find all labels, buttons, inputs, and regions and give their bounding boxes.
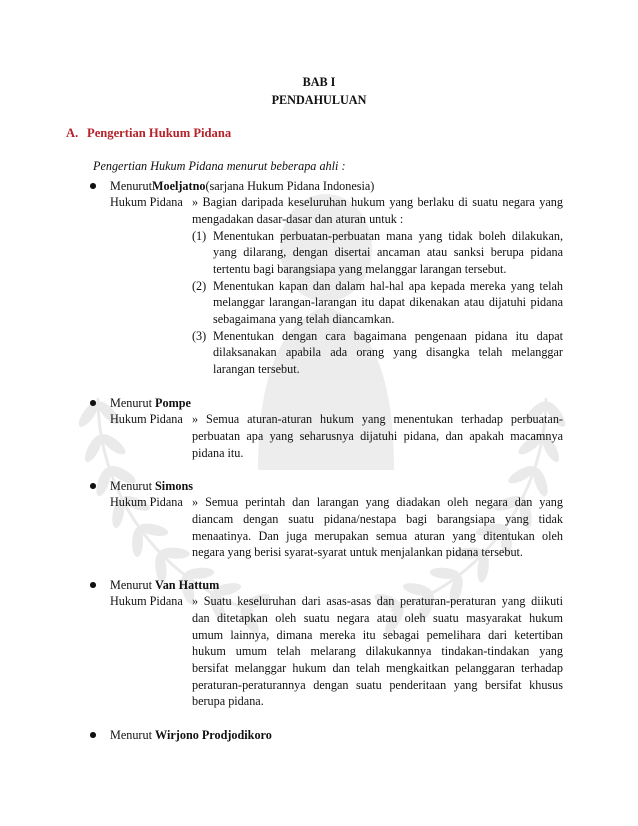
item-number: (2) bbox=[192, 278, 207, 293]
bullet-icon bbox=[90, 400, 96, 406]
item-line: sebagaimana yang telah diancamkan. bbox=[213, 312, 395, 327]
definition-text bbox=[192, 494, 563, 561]
definition-line: pidana itu. bbox=[192, 445, 244, 460]
definition-block bbox=[0, 411, 638, 461]
definition-block bbox=[0, 194, 638, 227]
chapter-number: BAB I bbox=[302, 75, 336, 89]
item-line: larangan tersebut. bbox=[213, 362, 300, 377]
item-line: Menentukan perbuatan-perbuatan mana yang tidak boleh dilakukan, bbox=[213, 228, 563, 243]
term-label: Hukum Pidana bbox=[110, 594, 183, 609]
expert-name: Van Hattum bbox=[155, 577, 220, 592]
expert-heading-line bbox=[0, 178, 638, 195]
term-label: Hukum Pidana bbox=[110, 495, 183, 510]
item-line: Menentukan kapan dan dalam hal-hal apa kepada mereka yang telah bbox=[213, 278, 563, 293]
definition-line: negara yang berisi syarat-syarat untuk menjalankan pidana tersebut. bbox=[192, 545, 523, 560]
expert-heading-line bbox=[0, 395, 638, 412]
expert-prefix: Menurut bbox=[110, 178, 152, 193]
numbered-item bbox=[0, 328, 638, 378]
bullet-icon bbox=[90, 582, 96, 588]
definition-line: » Bagian daripada keseluruhan hukum yang berlaku di suatu negara yang bbox=[192, 195, 563, 210]
definition-line: umum lainnya, dimana mereka itu sebagai pemelihara dari ketertiban bbox=[192, 627, 563, 642]
item-number: (1) bbox=[192, 228, 207, 243]
bullet-icon bbox=[90, 183, 96, 189]
definition-line: hukum umum telah melarang dilakukannya tindakan-tindakan yang bbox=[192, 644, 563, 659]
expert-name: Pompe bbox=[155, 395, 191, 410]
section-heading-text: Pengertian Hukum Pidana bbox=[87, 125, 232, 140]
item-line: dilaksanakan apabila ada orang yang disangka telah melanggar bbox=[213, 345, 563, 360]
expert-prefix: Menurut bbox=[110, 577, 156, 592]
expert-note: (sarjana Hukum Pidana Indonesia) bbox=[205, 178, 375, 193]
chapter-title: PENDAHULUAN bbox=[271, 93, 367, 107]
expert-prefix: Menurut bbox=[110, 478, 156, 493]
expert-heading bbox=[110, 395, 191, 412]
definition-text bbox=[192, 593, 563, 710]
definition-line: » Suatu keseluruhan dari asas-asas dan peraturan-peraturan yang diikuti bbox=[192, 594, 563, 609]
section-letter: A. bbox=[66, 125, 79, 140]
bullet-icon bbox=[90, 732, 96, 738]
definition-line: dan ditetapkan oleh suatu negara atau oleh suatu masyarakat hukum bbox=[192, 610, 563, 625]
expert-heading-line bbox=[0, 727, 638, 744]
expert-prefix: Menurut bbox=[110, 727, 156, 742]
definition-line: berupa pidana. bbox=[192, 694, 264, 709]
expert-heading bbox=[110, 178, 374, 195]
item-line: tertentu bagi barangsiapa yang melanggar larangan tersebut. bbox=[213, 262, 507, 277]
intro-text: Pengertian Hukum Pidana menurut beberapa ahli : bbox=[93, 158, 346, 173]
definition-line: peraturan-peraturannya dengan suatu penderitaan yang bersifat khusus bbox=[192, 677, 563, 692]
item-line: melanggar larangan-larangan itu dapat dikenakan atau dijatuhi pidana bbox=[213, 295, 563, 310]
definition-line: perbuatan apa yang seharusnya dijatuhi pidana, dan apakah macamnya bbox=[192, 428, 563, 443]
definition-text bbox=[192, 411, 563, 461]
expert-name: Moeljatno bbox=[151, 178, 206, 193]
definition-line: » Semua aturan-aturan hukum yang menentukan terhadap perbuatan- bbox=[192, 412, 563, 427]
expert-heading bbox=[110, 577, 219, 594]
expert-name: Wirjono Prodjodikoro bbox=[155, 727, 272, 742]
expert-prefix: Menurut bbox=[110, 395, 156, 410]
expert-heading-line bbox=[0, 577, 638, 594]
expert-entry-wirjono-prodjodikoro bbox=[0, 727, 638, 744]
definition-block bbox=[0, 593, 638, 710]
definition-line: menaatinya. Dan juga merupakan semua aturan yang ditentukan oleh bbox=[192, 528, 563, 543]
bullet-icon bbox=[90, 483, 96, 489]
item-text bbox=[213, 278, 563, 328]
item-line: Menentukan dengan cara bagaimana pengenaan pidana itu dapat bbox=[213, 328, 563, 343]
definition-line: mengadakan dasar-dasar dan aturan untuk : bbox=[192, 211, 404, 226]
expert-heading bbox=[110, 478, 193, 495]
item-number: (3) bbox=[192, 328, 207, 343]
item-line: yang dilarang, dengan disertai ancaman atau sanksi berupa pidana bbox=[213, 245, 563, 260]
expert-heading-line bbox=[0, 478, 638, 495]
item-text bbox=[213, 328, 563, 378]
item-text bbox=[213, 228, 563, 278]
numbered-item bbox=[0, 278, 638, 328]
definition-line: diancam dengan suatu pidana/nestapa bagi barangsiapa yang tidak bbox=[192, 511, 563, 526]
expert-entry-van-hattum bbox=[0, 577, 638, 711]
section-heading bbox=[66, 125, 231, 142]
chapter-title-block bbox=[0, 73, 638, 109]
numbered-item bbox=[0, 228, 638, 278]
definition-text bbox=[192, 194, 563, 227]
expert-entry-simons bbox=[0, 478, 638, 561]
expert-entry-pompe bbox=[0, 395, 638, 462]
definition-block bbox=[0, 494, 638, 561]
definition-line: » Semua perintah dan larangan yang diadakan oleh negara dan yang bbox=[192, 495, 563, 510]
expert-heading bbox=[110, 727, 272, 744]
term-label: Hukum Pidana bbox=[110, 195, 183, 210]
expert-entry-moeljatno bbox=[0, 178, 638, 378]
definition-line: bersifat melanggar hukum dan telah mengkaitkan pelanggaran terhadap bbox=[192, 661, 563, 676]
expert-name: Simons bbox=[155, 478, 193, 493]
term-label: Hukum Pidana bbox=[110, 412, 183, 427]
